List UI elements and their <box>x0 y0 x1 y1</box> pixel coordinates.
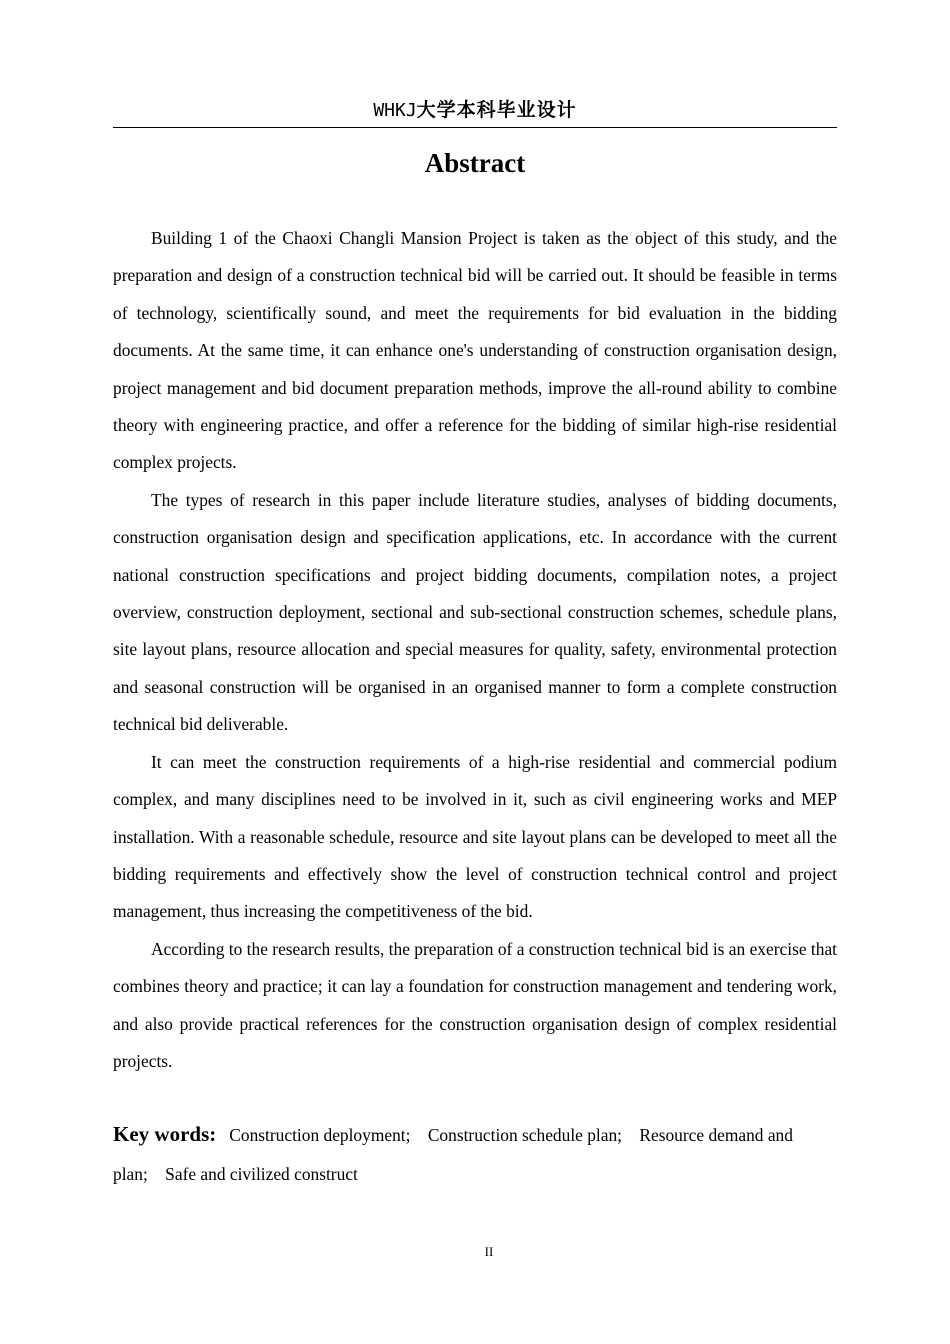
header-rule <box>113 127 837 128</box>
keyword-item: Resource demand and plan; <box>113 1125 793 1184</box>
running-header <box>113 96 837 126</box>
keyword-item: Safe and civilized construct <box>165 1163 358 1184</box>
abstract-paragraph: Building 1 of the Chaoxi Changli Mansion Project is taken as the object of this study, and the preparation and design of a construction technical bid will be carried out. It should be feasible in terms of technology, scientifically sound, and meet the requirements for bid evaluation in the bidding documents. At the same time, it can enhance one's understanding of construction organisation design, project management and bid document preparation methods, improve the all-round ability to combine theory with engineering practice, and offer a reference for the bidding of similar high-rise residential complex projects. <box>113 228 837 473</box>
abstract-body <box>113 220 837 1080</box>
keyword-item: Construction deployment; <box>229 1125 411 1145</box>
keywords-label: Key words: <box>113 1122 217 1146</box>
page-number: II <box>484 1244 494 1259</box>
abstract-title: Abstract <box>424 148 526 178</box>
keyword-item: Construction schedule plan; <box>427 1125 622 1145</box>
header-thesis-label: 大学本科毕业设计 <box>416 99 577 121</box>
abstract-paragraph: According to the research results, the preparation of a construction technical bid is an exercise that combines theory and practice; it can lay a foundation for construction management and tendering work, and also provide practical references for the construction organisation design of complex residential projects. <box>113 938 837 1071</box>
header-university-code: WHKJ <box>373 100 417 121</box>
abstract-paragraph: The types of research in this paper include literature studies, analyses of bidding documents, construction organisation design and specification applications, etc. In accordance with the current national construction specifications and project bidding documents, compilation notes, a project overview, construction deployment, sectional and sub-sectional construction schemes, schedule plans, site layout plans, resource allocation and special measures for quality, safety, environmental protection and seasonal construction will be organised in an organised manner to form a complete construction technical bid deliverable. <box>113 489 837 735</box>
abstract-paragraph: It can meet the construction requirements of a high-rise residential and commercial podium complex, and many disciplines need to be involved in it, such as civil engineering works and MEP installation. With a reasonable schedule, resource and site layout plans can be developed to meet all the bidding requirements and effectively show the level of construction technical control and project management, thus increasing the competitiveness of the bid. <box>113 751 837 922</box>
keywords-section <box>113 1115 837 1193</box>
